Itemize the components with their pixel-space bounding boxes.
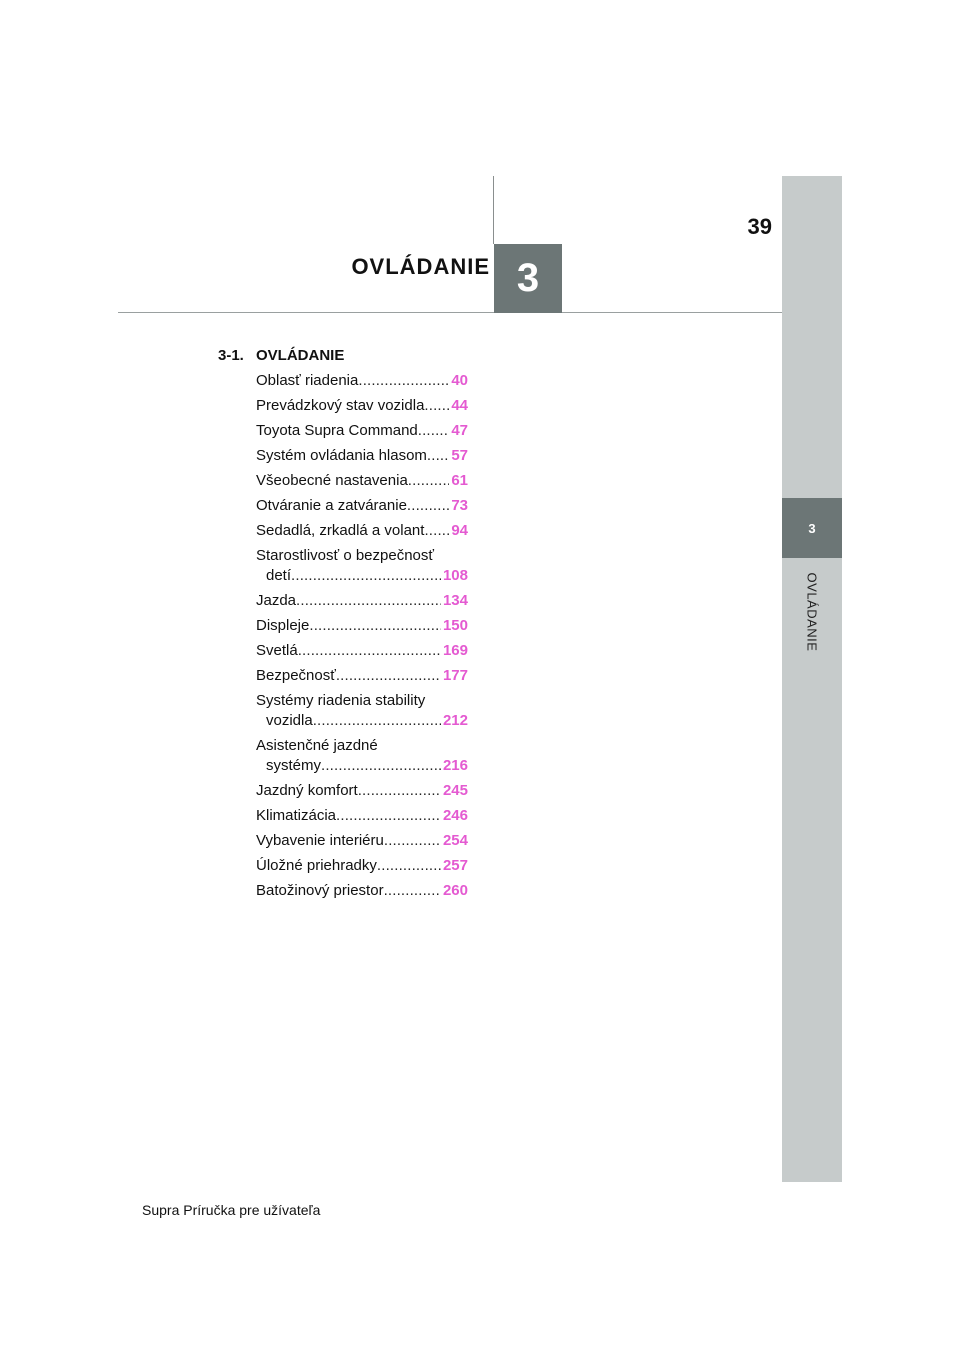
toc-entry-label: Všeobecné nastavenia xyxy=(256,472,408,489)
toc-entry-label: Sedadlá, zrkadlá a volant xyxy=(256,522,425,539)
toc-page-link[interactable]: 73 xyxy=(451,497,468,514)
toc-page-link[interactable]: 134 xyxy=(442,592,468,609)
toc-entry[interactable] xyxy=(256,396,468,421)
toc-entry-label-cont: vozidla xyxy=(266,712,313,729)
toc-page-link[interactable]: 177 xyxy=(442,667,468,684)
toc-section-heading xyxy=(218,346,468,371)
toc-entry-label: Bezpečnosť xyxy=(256,667,336,684)
toc-entry[interactable] xyxy=(256,546,468,591)
side-chapter-label: OVLÁDANIE xyxy=(804,572,820,652)
toc-entry[interactable] xyxy=(256,591,468,616)
toc-leader-dots xyxy=(384,881,441,901)
toc-entry[interactable] xyxy=(256,666,468,691)
toc-entry[interactable] xyxy=(256,421,468,446)
toc-entry-label-cont: detí xyxy=(266,567,292,584)
toc-leader-dots xyxy=(418,421,450,441)
chapter-number-box: 3 xyxy=(494,244,562,313)
toc-entry-label: Oblasť riadenia xyxy=(256,372,359,389)
toc-page-link[interactable]: 150 xyxy=(442,617,468,634)
toc-entry[interactable] xyxy=(256,806,468,831)
toc-leader-dots xyxy=(424,396,449,416)
toc-page-link[interactable]: 40 xyxy=(451,372,468,389)
toc-entry[interactable] xyxy=(256,471,468,496)
toc-leader-dots xyxy=(377,856,441,876)
toc-leader-dots xyxy=(336,806,441,826)
toc-page-link[interactable]: 57 xyxy=(451,447,468,464)
toc-entry-label: Úložné priehradky xyxy=(256,857,377,874)
toc-entry[interactable] xyxy=(256,641,468,666)
toc-section-title: OVLÁDANIE xyxy=(256,347,345,364)
toc-page-link[interactable]: 254 xyxy=(442,832,468,849)
toc-leader-dots xyxy=(291,566,441,586)
toc-entry-label-cont: systémy xyxy=(266,757,322,774)
side-chapter-tab[interactable]: 3 xyxy=(782,498,842,558)
toc-page-link[interactable]: 216 xyxy=(442,757,468,774)
toc-page-link[interactable]: 169 xyxy=(442,642,468,659)
toc-entry-label: Vybavenie interiéru xyxy=(256,832,384,849)
toc-leader-dots xyxy=(321,756,441,776)
toc-entry-label: Asistenčné jazdné xyxy=(256,737,378,754)
toc-page-link[interactable]: 257 xyxy=(442,857,468,874)
toc-page-link[interactable]: 246 xyxy=(442,807,468,824)
toc-entry-label: Prevádzkový stav vozidla xyxy=(256,397,425,414)
toc-leader-dots xyxy=(424,521,449,541)
toc-leader-dots xyxy=(408,471,450,491)
toc-entry[interactable] xyxy=(256,371,468,396)
toc-entry[interactable] xyxy=(256,856,468,881)
toc-entry[interactable] xyxy=(256,691,468,736)
toc-entry-label: Displeje xyxy=(256,617,310,634)
footer-manual-title: Supra Príručka pre užívateľa xyxy=(142,1202,321,1218)
toc-entry[interactable] xyxy=(256,446,468,471)
header-vertical-rule xyxy=(493,176,494,244)
toc-leader-dots xyxy=(296,591,441,611)
toc-entry-label: Systém ovládania hlasom xyxy=(256,447,427,464)
toc-entry[interactable] xyxy=(256,521,468,546)
toc-entry[interactable] xyxy=(256,781,468,806)
toc-entry-label: Klimatizácia xyxy=(256,807,337,824)
toc-leader-dots xyxy=(384,831,441,851)
toc-entries xyxy=(218,371,468,906)
toc-leader-dots xyxy=(298,641,441,661)
toc-entry-label: Starostlivosť o bezpečnosť xyxy=(256,547,435,564)
toc-page-link[interactable]: 260 xyxy=(442,882,468,899)
toc-page-link[interactable]: 94 xyxy=(451,522,468,539)
toc-entry[interactable] xyxy=(256,496,468,521)
toc-page-link[interactable]: 108 xyxy=(442,567,468,584)
table-of-contents xyxy=(218,346,468,906)
toc-leader-dots xyxy=(313,711,441,731)
toc-leader-dots xyxy=(427,446,449,466)
toc-entry[interactable] xyxy=(256,881,468,906)
toc-entry-label: Toyota Supra Command xyxy=(256,422,418,439)
toc-entry-label: Systémy riadenia stability xyxy=(256,692,426,709)
toc-entry[interactable] xyxy=(256,831,468,856)
chapter-title: OVLÁDANIE xyxy=(351,254,490,279)
toc-leader-dots xyxy=(358,781,441,801)
page-number: 39 xyxy=(747,214,772,239)
toc-page-link[interactable]: 44 xyxy=(451,397,468,414)
toc-entry[interactable] xyxy=(256,616,468,641)
header-horizontal-rule xyxy=(118,312,782,313)
toc-entry-label: Batožinový priestor xyxy=(256,882,384,899)
toc-page-link[interactable]: 245 xyxy=(442,782,468,799)
toc-leader-dots xyxy=(407,496,449,516)
toc-page-link[interactable]: 47 xyxy=(451,422,468,439)
toc-entry-label: Jazda xyxy=(256,592,297,609)
side-band xyxy=(782,176,842,1182)
toc-leader-dots xyxy=(358,371,449,391)
toc-entry-label: Otváranie a zatváranie xyxy=(256,497,407,514)
toc-page-link[interactable]: 212 xyxy=(442,712,468,729)
toc-leader-dots xyxy=(336,666,441,686)
toc-page-link[interactable]: 61 xyxy=(451,472,468,489)
toc-leader-dots xyxy=(309,616,441,636)
toc-entry[interactable] xyxy=(256,736,468,781)
toc-entry-label: Svetlá xyxy=(256,642,298,659)
toc-section-number: 3-1. xyxy=(218,347,244,364)
toc-entry-label: Jazdný komfort xyxy=(256,782,358,799)
